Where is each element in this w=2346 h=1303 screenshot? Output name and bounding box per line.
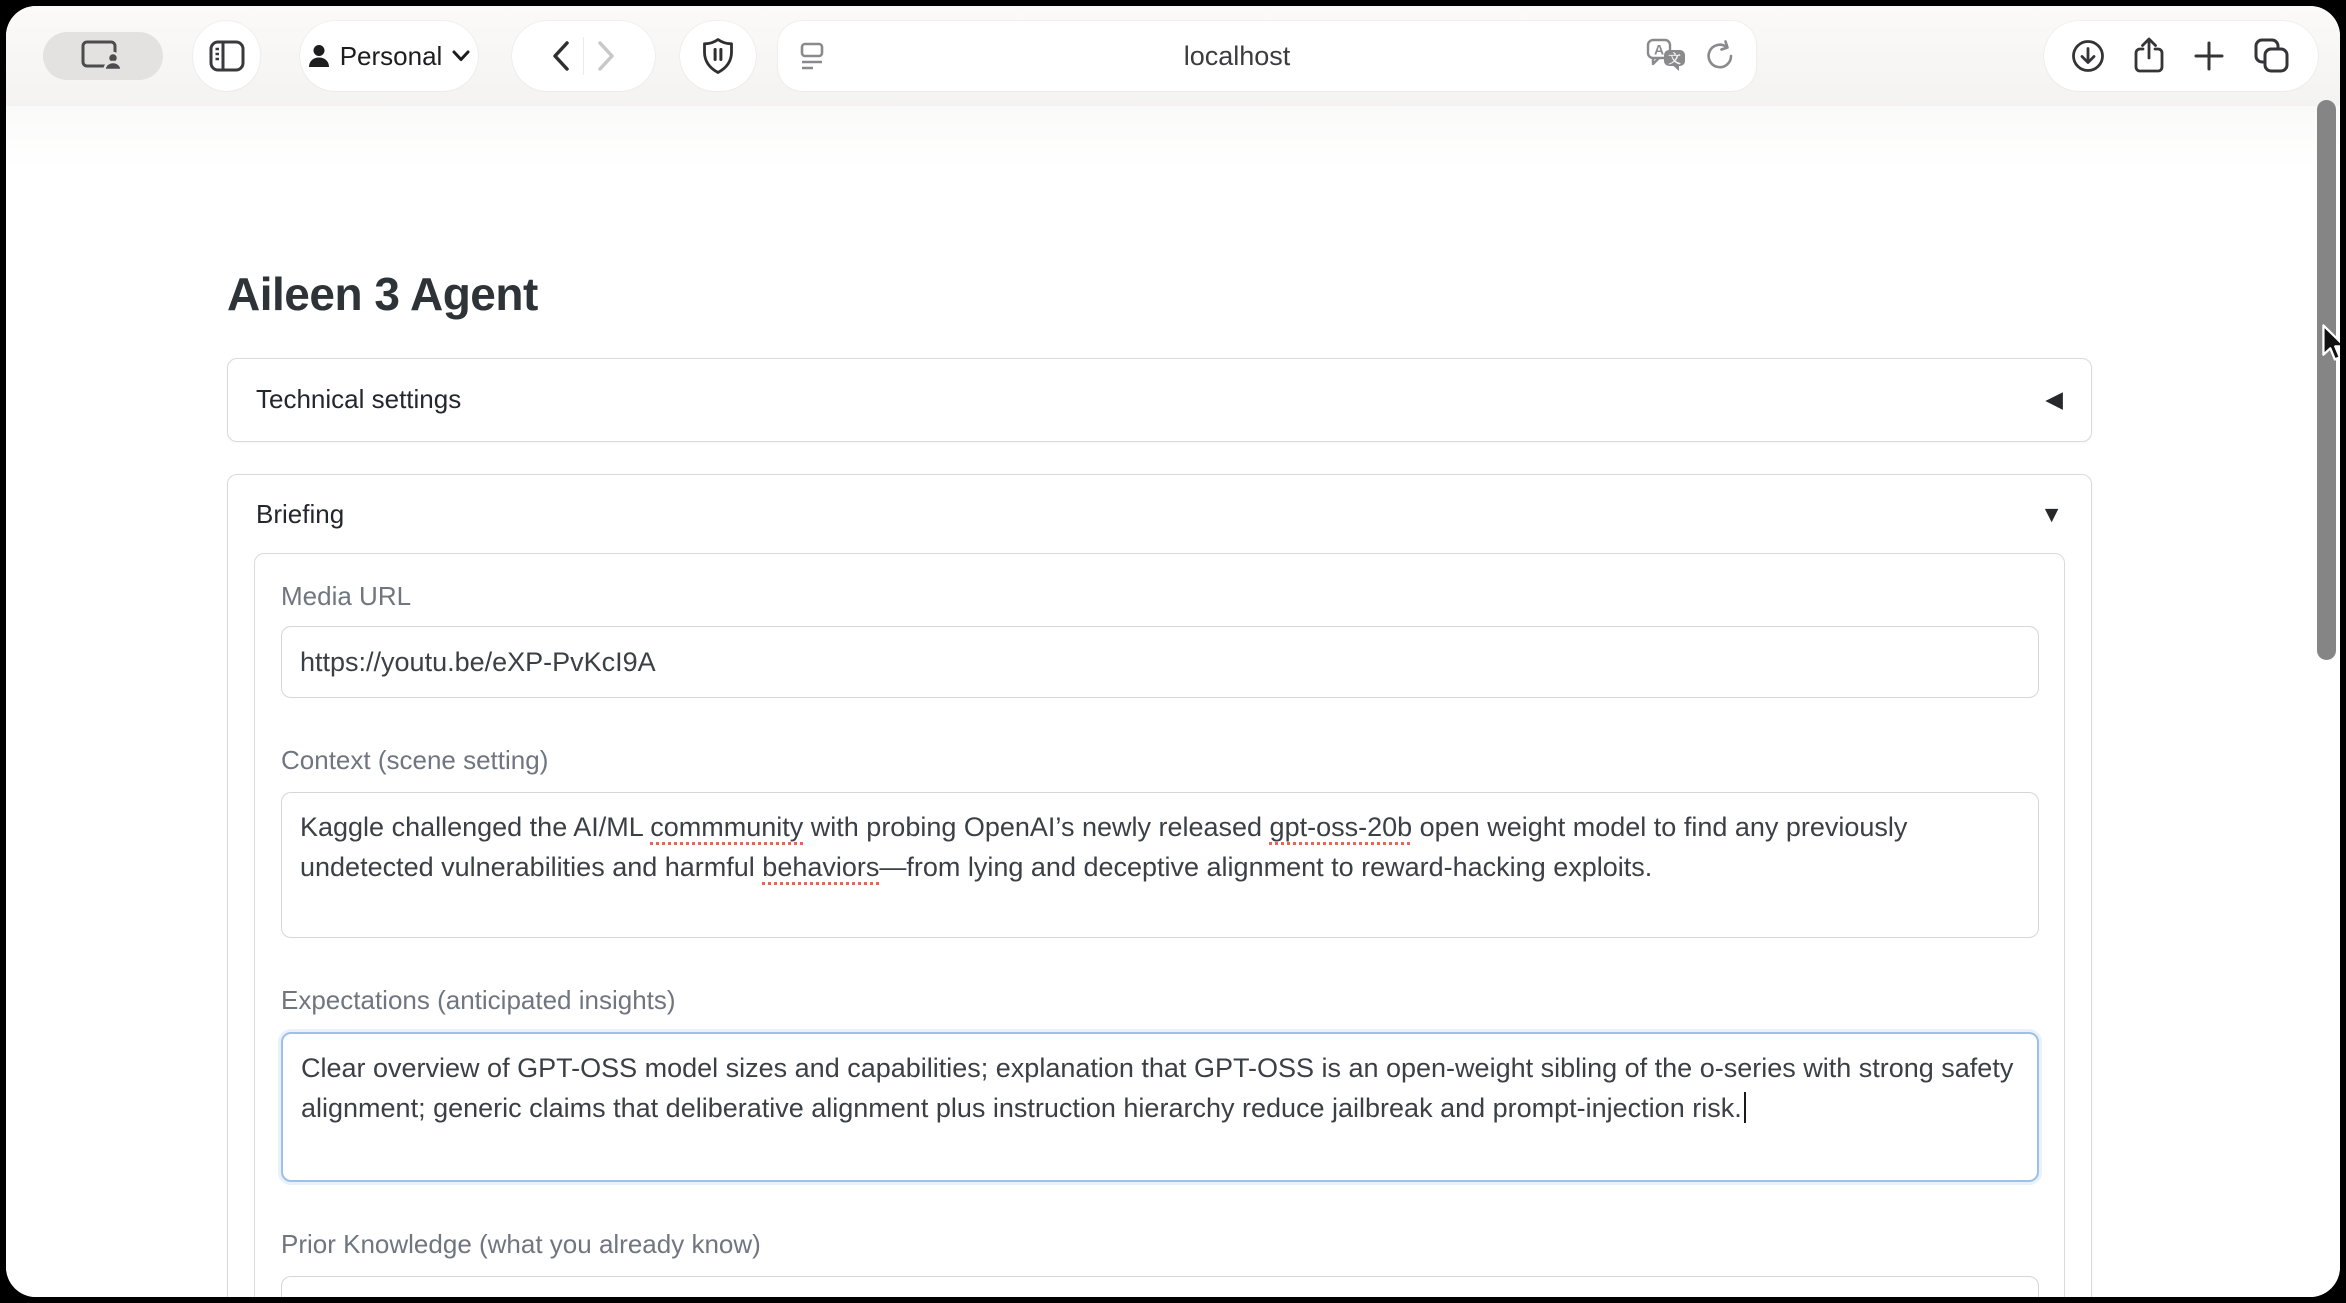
media-url-input[interactable] bbox=[281, 626, 2039, 698]
browser-window bbox=[6, 6, 2340, 1297]
share-button[interactable] bbox=[2132, 36, 2166, 76]
web-page bbox=[6, 106, 2340, 1297]
person-icon bbox=[308, 44, 330, 68]
page-title: Aileen 3 Agent bbox=[227, 267, 538, 320]
sidebar-icon bbox=[209, 40, 245, 72]
back-button[interactable] bbox=[549, 39, 573, 73]
context-label: Context (scene setting) bbox=[281, 745, 549, 775]
chevron-down-icon bbox=[452, 50, 470, 62]
browser-toolbar bbox=[6, 6, 2340, 106]
svg-text:A: A bbox=[1653, 41, 1665, 58]
screen-user-icon bbox=[80, 39, 126, 73]
privacy-shield-button[interactable] bbox=[680, 21, 756, 91]
profile-menu-button[interactable] bbox=[300, 21, 478, 91]
collapsed-triangle-icon[interactable]: ◀ bbox=[2045, 386, 2063, 412]
scrollbar-thumb[interactable] bbox=[2317, 100, 2336, 660]
address-bar[interactable] bbox=[778, 21, 1756, 91]
text-caret bbox=[1744, 1092, 1747, 1123]
page-format-icon[interactable] bbox=[798, 41, 828, 71]
expectations-textarea[interactable]: Clear overview of GPT-OSS model sizes and capabilities; explanation that GPT-OSS is an open-weight sibling of the o-series with strong safety alignment; generic claims that deliberative alignment plus instruction hierarchy reduce jailbreak and prompt-injection risk. bbox=[281, 1032, 2039, 1182]
context-textarea[interactable]: Kaggle challenged the AI/ML commmunity with probing OpenAI’s newly released gpt-oss-20b open weight model to find any previously undetected vulnerabilities and harmful behaviors—from lying and deceptive alignment to reward-hacking exploits. bbox=[281, 792, 2039, 938]
media-url-label: Media URL bbox=[281, 581, 412, 611]
briefing-header[interactable] bbox=[228, 475, 2091, 553]
downloads-button[interactable] bbox=[2070, 38, 2106, 74]
nav-divider bbox=[583, 37, 584, 75]
mouse-cursor bbox=[2312, 322, 2340, 366]
briefing-label: Briefing bbox=[256, 498, 345, 529]
address-text[interactable]: localhost bbox=[1183, 40, 1291, 71]
expanded-triangle-icon[interactable]: ▼ bbox=[2040, 500, 2063, 527]
shield-pause-icon bbox=[701, 37, 735, 75]
new-tab-button[interactable] bbox=[2192, 39, 2226, 73]
navigation-buttons bbox=[512, 21, 655, 91]
profile-label: Personal bbox=[339, 40, 443, 71]
prior-knowledge-label: Prior Knowledge (what you already know) bbox=[281, 1229, 761, 1259]
briefing-fieldset bbox=[254, 553, 2065, 1297]
svg-text:文: 文 bbox=[1668, 52, 1681, 66]
translate-icon[interactable] bbox=[1646, 38, 1688, 74]
tab-overview-button[interactable] bbox=[2252, 37, 2292, 75]
section-briefing bbox=[227, 474, 2092, 1297]
expectations-label: Expectations (anticipated insights) bbox=[281, 985, 676, 1015]
reload-button[interactable] bbox=[1704, 39, 1736, 73]
technical-settings-header[interactable] bbox=[228, 359, 2091, 440]
technical-settings-label: Technical settings bbox=[256, 384, 462, 414]
prior-knowledge-textarea[interactable] bbox=[281, 1276, 2039, 1297]
sidebar-toggle-button[interactable] bbox=[193, 21, 260, 91]
forward-button[interactable] bbox=[594, 39, 618, 73]
screen-share-button[interactable] bbox=[43, 32, 163, 80]
toolbar-actions bbox=[2044, 21, 2318, 91]
section-technical-settings bbox=[227, 358, 2092, 442]
